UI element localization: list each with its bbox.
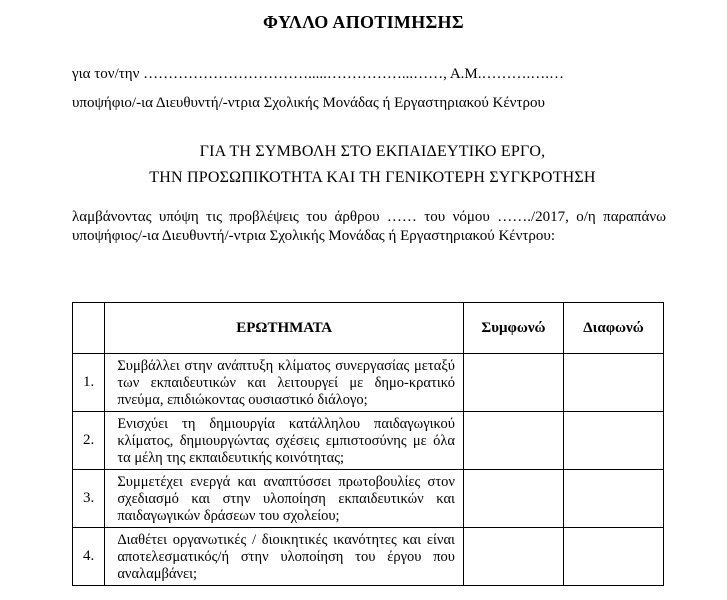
header-agree: Συμφωνώ [463, 303, 563, 354]
questions-table [72, 302, 664, 586]
table-row [73, 470, 664, 528]
row-number: 1. [73, 354, 105, 412]
row-number: 4. [73, 528, 105, 586]
section-subtitle-1: ΓΙΑ ΤΗ ΣΥΜΒΟΛΗ ΣΤΟ ΕΚΠΑΙΔΕΥΤΙΚΟ ΕΡΓΟ, [199, 143, 546, 160]
table-row [73, 528, 664, 586]
row-number: 3. [73, 470, 105, 528]
agree-cell[interactable] [463, 412, 563, 470]
question-cell [105, 470, 464, 528]
question-cell [105, 354, 464, 412]
table-row [73, 412, 664, 470]
section-subtitle-2: ΤΗΝ ΠΡΟΣΩΠΙΚΟΤΗΤΑ ΚΑΙ ΤΗ ΓΕΝΙΚΟΤΕΡΗ ΣΥΓΚΡΟΤΗΣΗ [149, 169, 596, 186]
disagree-cell[interactable] [563, 354, 663, 412]
question-text: Συμβάλλει στην ανάπτυξη κλίματος συνεργασίας μεταξύ των εκπαιδευτικών και λειτουργεί με δημο-κρατικό πνεύμα, επιδιώκοντας ουσιαστικό διάλογο; [117, 358, 455, 408]
header-questions: ΕΡΩΤΗΜΑΤΑ [105, 303, 464, 354]
candidate-name-line: για τον/την …………………………….....……………...……, Α.Μ.……….….… [72, 66, 564, 82]
row-number: 2. [73, 412, 105, 470]
agree-cell[interactable] [463, 354, 563, 412]
table-header-row [73, 303, 664, 354]
candidate-role-line: υποψήφιο/-ια Διευθυντή/-ντρια Σχολικής Μονάδας ή Εργαστηριακού Κέντρου [72, 95, 545, 111]
document-title: ΦΥΛΛΟ ΑΠΟΤΙΜΗΣΗΣ [263, 12, 464, 32]
question-text: Διαθέτει οργανωτικές / διοικητικές ικανότητες και είναι αποτελεσματικός/ή στην υλοποίηση του έργου που αναλαμβάνει; [117, 532, 455, 582]
question-cell [105, 412, 464, 470]
question-text: Ενισχύει τη δημιουργία κατάλληλου παιδαγωγικού κλίματος, δημιουργώντας σχέσεις εμπιστοσύνης με όλα τα μέλη της εκπαιδευτικής κοινότητας; [117, 416, 455, 466]
intro-paragraph: λαμβάνοντας υπόψη τις προβλέψεις του άρθρου …… του νόμου ……./2017, ο/η παραπάνω υποψήφιος/-ια Διευθυντή/-ντρια Σχολικής Μονάδας ή Εργαστηριακού Κέντρου: [72, 209, 666, 244]
disagree-cell[interactable] [563, 412, 663, 470]
question-text: Συμμετέχει ενεργά και αναπτύσσει πρωτοβουλίες στον σχεδιασμό και στην υλοποίηση εκπαιδευτικών και παιδαγωγικών δράσεων του σχολείου; [117, 474, 455, 524]
header-number-cell [73, 303, 105, 354]
table-row [73, 354, 664, 412]
question-cell [105, 528, 464, 586]
disagree-cell[interactable] [563, 528, 663, 586]
agree-cell[interactable] [463, 470, 563, 528]
header-disagree: Διαφωνώ [563, 303, 663, 354]
agree-cell[interactable] [463, 528, 563, 586]
disagree-cell[interactable] [563, 470, 663, 528]
